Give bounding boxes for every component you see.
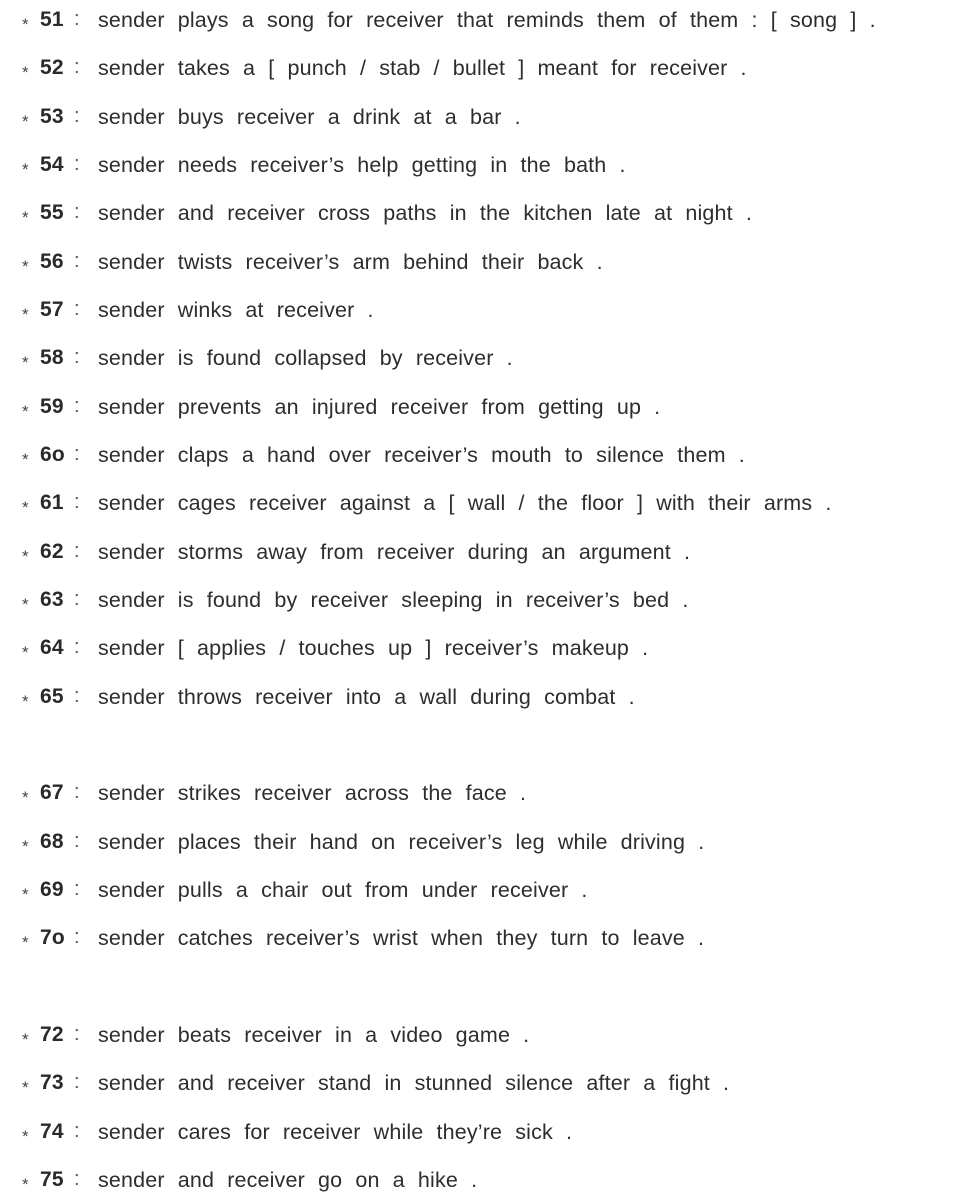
colon-separator: : <box>74 685 80 707</box>
item-number: 75 <box>40 1168 64 1191</box>
bullet-icon: * <box>22 257 29 276</box>
item-number: 64 <box>40 636 64 659</box>
bullet-icon: * <box>22 450 29 469</box>
item-number: 55 <box>40 201 64 224</box>
colon-separator: : <box>74 153 80 175</box>
item-text: sender plays a song for receiver that reminds them of them : [ song ] . <box>98 8 876 32</box>
colon-separator: : <box>74 1168 80 1190</box>
item-number: 52 <box>40 56 64 79</box>
item-text: sender beats receiver in a video game . <box>98 1023 530 1047</box>
item-number: 74 <box>40 1120 64 1143</box>
bullet-icon: * <box>22 15 29 34</box>
item-number: 65 <box>40 685 64 708</box>
item-number: 51 <box>40 8 64 31</box>
item-text: sender is found collapsed by receiver . <box>98 346 513 370</box>
colon-separator: : <box>74 105 80 127</box>
colon-separator: : <box>74 781 80 803</box>
bullet-icon: * <box>22 63 29 82</box>
bullet-icon: * <box>22 402 29 421</box>
item-text: sender cares for receiver while they’re sick . <box>98 1120 573 1144</box>
colon-separator: : <box>74 298 80 320</box>
colon-separator: : <box>74 588 80 610</box>
item-text: sender is found by receiver sleeping in receiver’s bed . <box>98 588 689 612</box>
bullet-icon: * <box>22 305 29 324</box>
item-number: 7o <box>40 926 65 949</box>
bullet-icon: * <box>22 885 29 904</box>
item-number: 56 <box>40 250 64 273</box>
bullet-icon: * <box>22 595 29 614</box>
item-number: 53 <box>40 105 64 128</box>
colon-separator: : <box>74 926 80 948</box>
item-number: 62 <box>40 540 64 563</box>
bullet-icon: * <box>22 1078 29 1097</box>
item-number: 67 <box>40 781 64 804</box>
item-text: sender throws receiver into a wall during combat . <box>98 685 635 709</box>
colon-separator: : <box>74 1071 80 1093</box>
colon-separator: : <box>74 346 80 368</box>
item-number: 61 <box>40 491 64 514</box>
item-text: sender catches receiver’s wrist when they turn to leave . <box>98 926 705 950</box>
colon-separator: : <box>74 56 80 78</box>
item-text: sender strikes receiver across the face . <box>98 781 527 805</box>
item-text: sender winks at receiver . <box>98 298 374 322</box>
bullet-icon: * <box>22 160 29 179</box>
item-text: sender claps a hand over receiver’s mouth to silence them . <box>98 443 745 467</box>
item-text: sender storms away from receiver during an argument . <box>98 540 691 564</box>
bullet-icon: * <box>22 643 29 662</box>
colon-separator: : <box>74 201 80 223</box>
bullet-icon: * <box>22 1030 29 1049</box>
item-text: sender cages receiver against a [ wall / the floor ] with their arms . <box>98 491 832 515</box>
item-text: sender and receiver go on a hike . <box>98 1168 478 1192</box>
colon-separator: : <box>74 1023 80 1045</box>
bullet-icon: * <box>22 788 29 807</box>
item-text: sender twists receiver’s arm behind their back . <box>98 250 603 274</box>
item-number: 6o <box>40 443 65 466</box>
item-text: sender takes a [ punch / stab / bullet ] meant for receiver . <box>98 56 747 80</box>
item-number: 63 <box>40 588 64 611</box>
bullet-icon: * <box>22 1175 29 1194</box>
item-number: 57 <box>40 298 64 321</box>
bullet-icon: * <box>22 353 29 372</box>
bullet-icon: * <box>22 112 29 131</box>
colon-separator: : <box>74 395 80 417</box>
item-text: sender [ applies / touches up ] receiver’s makeup . <box>98 636 649 660</box>
colon-separator: : <box>74 250 80 272</box>
bullet-icon: * <box>22 208 29 227</box>
item-text: sender buys receiver a drink at a bar . <box>98 105 521 129</box>
item-text: sender and receiver cross paths in the kitchen late at night . <box>98 201 752 225</box>
item-text: sender places their hand on receiver’s leg while driving . <box>98 830 705 854</box>
item-text: sender pulls a chair out from under receiver . <box>98 878 588 902</box>
item-number: 68 <box>40 830 64 853</box>
bullet-icon: * <box>22 498 29 517</box>
colon-separator: : <box>74 878 80 900</box>
bullet-icon: * <box>22 547 29 566</box>
item-number: 54 <box>40 153 64 176</box>
item-number: 69 <box>40 878 64 901</box>
item-text: sender prevents an injured receiver from getting up . <box>98 395 661 419</box>
item-number: 73 <box>40 1071 64 1094</box>
item-text: sender and receiver stand in stunned silence after a fight . <box>98 1071 730 1095</box>
colon-separator: : <box>74 830 80 852</box>
bullet-icon: * <box>22 837 29 856</box>
colon-separator: : <box>74 8 80 30</box>
colon-separator: : <box>74 443 80 465</box>
item-text: sender needs receiver’s help getting in the bath . <box>98 153 626 177</box>
bullet-icon: * <box>22 1127 29 1146</box>
bullet-icon: * <box>22 933 29 952</box>
item-number: 72 <box>40 1023 64 1046</box>
item-number: 59 <box>40 395 64 418</box>
colon-separator: : <box>74 1120 80 1142</box>
colon-separator: : <box>74 636 80 658</box>
item-number: 58 <box>40 346 64 369</box>
bullet-icon: * <box>22 692 29 711</box>
colon-separator: : <box>74 540 80 562</box>
colon-separator: : <box>74 491 80 513</box>
